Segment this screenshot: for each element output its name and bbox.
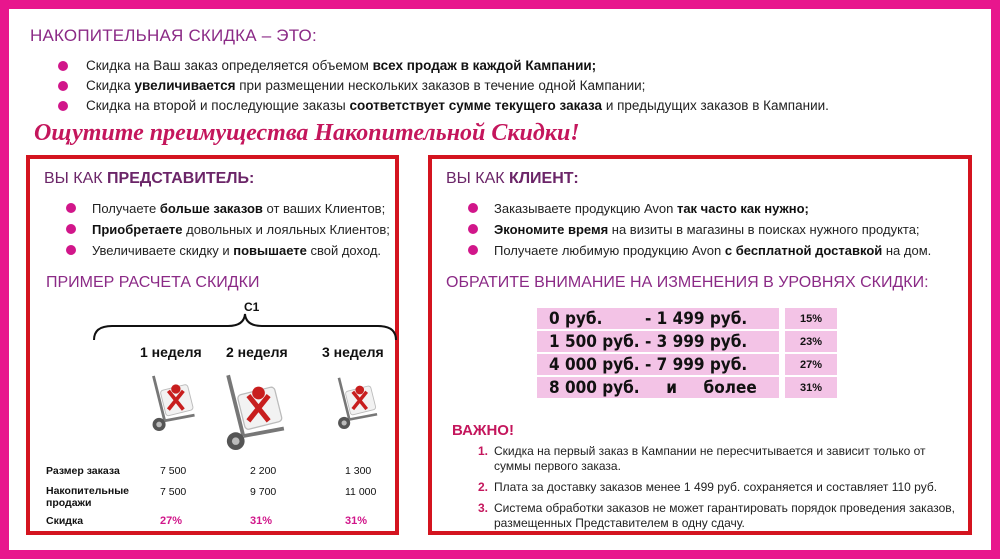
cumulative-week-3: 11 000	[345, 486, 377, 498]
list-item: Скидка на Ваш заказ определяется объемом всех продаж в каждой Кампании;	[58, 56, 829, 76]
order-size-label: Размер заказа	[46, 465, 120, 477]
list-item: Скидка увеличивается при размещении нескольких заказов в течение одной Кампании;	[58, 76, 829, 96]
discount-week-1: 27%	[160, 515, 183, 527]
week-2-label: 2 неделя	[226, 344, 288, 360]
list-item: Заказываете продукцию Avon так часто как нужно;	[468, 198, 931, 219]
discount-week-3: 31%	[345, 515, 368, 527]
important-notes	[478, 444, 958, 537]
bullet-dot-icon	[66, 203, 76, 213]
slogan: Ощутите преимущества Накопительной Скидки!	[34, 120, 580, 146]
list-item: Экономите время на визиты в магазины в поисках нужного продукта;	[468, 219, 931, 240]
list-item: Получаете больше заказов от ваших Клиентов;	[66, 198, 390, 219]
representative-title: ВЫ КАК ПРЕДСТАВИТЕЛЬ:	[44, 170, 255, 187]
discount-week-2: 31%	[250, 515, 273, 527]
list-item: Увеличиваете скидку и повышаете свой доход.	[66, 240, 390, 261]
list-item: Скидка на второй и последующие заказы соответствует сумме текущего заказа и предыдущих заказов в Кампании.	[58, 96, 829, 116]
table-row	[537, 377, 837, 398]
levels-title: ОБРАТИТЕ ВНИМАНИЕ НА ИЗМЕНЕНИЯ В УРОВНЯХ СКИДКИ:	[446, 274, 929, 291]
bullet-dot-icon	[468, 224, 478, 234]
list-item: Получаете любимую продукцию Avon с бесплатной доставкой на дом.	[468, 240, 931, 261]
level-range: 8 000 руб. и более	[537, 377, 779, 398]
order-size-week-2: 2 200	[250, 465, 277, 477]
level-range: 0 руб. - 1 499 руб.	[537, 308, 779, 329]
representative-bullets	[66, 198, 390, 261]
campaign-label: С1	[244, 300, 260, 314]
list-item: 2. Плата за доставку заказов менее 1 499 руб. сохраняется и составляет 110 руб.	[478, 480, 938, 494]
bullet-dot-icon	[468, 245, 478, 255]
intro-bullets	[58, 56, 829, 116]
level-range: 4 000 руб. - 7 999 руб.	[537, 354, 779, 375]
order-size-week-1: 7 500	[160, 465, 187, 477]
week-3-label: 3 неделя	[322, 344, 384, 360]
table-row	[537, 331, 837, 352]
example-title: ПРИМЕР РАСЧЕТА СКИДКИ	[46, 274, 260, 291]
bullet-dot-icon	[58, 81, 68, 91]
gift-cart-icon	[218, 370, 294, 454]
brace-icon	[92, 312, 398, 342]
important-title: ВАЖНО!	[452, 422, 514, 439]
gift-cart-icon	[332, 374, 384, 432]
client-bullets	[468, 198, 931, 261]
level-percent: 23%	[785, 331, 837, 352]
discount-levels-table	[537, 306, 837, 400]
cumulative-sales-label: Накопительные продажи	[46, 485, 130, 509]
cumulative-week-1: 7 500	[160, 486, 187, 498]
bullet-dot-icon	[66, 224, 76, 234]
bullet-dot-icon	[468, 203, 478, 213]
list-item: Приобретаете довольных и лояльных Клиентов;	[66, 219, 390, 240]
bullet-dot-icon	[58, 101, 68, 111]
level-percent: 31%	[785, 377, 837, 398]
week-1-label: 1 неделя	[140, 344, 202, 360]
level-range: 1 500 руб. - 3 999 руб.	[537, 331, 779, 352]
client-title: ВЫ КАК КЛИЕНТ:	[446, 170, 579, 187]
table-row	[537, 308, 837, 329]
level-percent: 27%	[785, 354, 837, 375]
level-percent: 15%	[785, 308, 837, 329]
list-item: 1. Скидка на первый заказ в Кампании не пересчитывается и зависит только от суммы первого заказа.	[478, 444, 926, 473]
list-item: 3. Система обработки заказов не может гарантировать порядок проведения заказов, размещенных Представителем в одну сдачу.	[478, 501, 955, 530]
bullet-dot-icon	[66, 245, 76, 255]
gift-cart-icon	[146, 372, 202, 434]
table-row	[537, 354, 837, 375]
discount-label: Скидка	[46, 515, 84, 527]
page-title: НАКОПИТЕЛЬНАЯ СКИДКА – ЭТО:	[30, 26, 317, 45]
order-size-week-3: 1 300	[345, 465, 372, 477]
cumulative-week-2: 9 700	[250, 486, 277, 498]
bullet-dot-icon	[58, 61, 68, 71]
